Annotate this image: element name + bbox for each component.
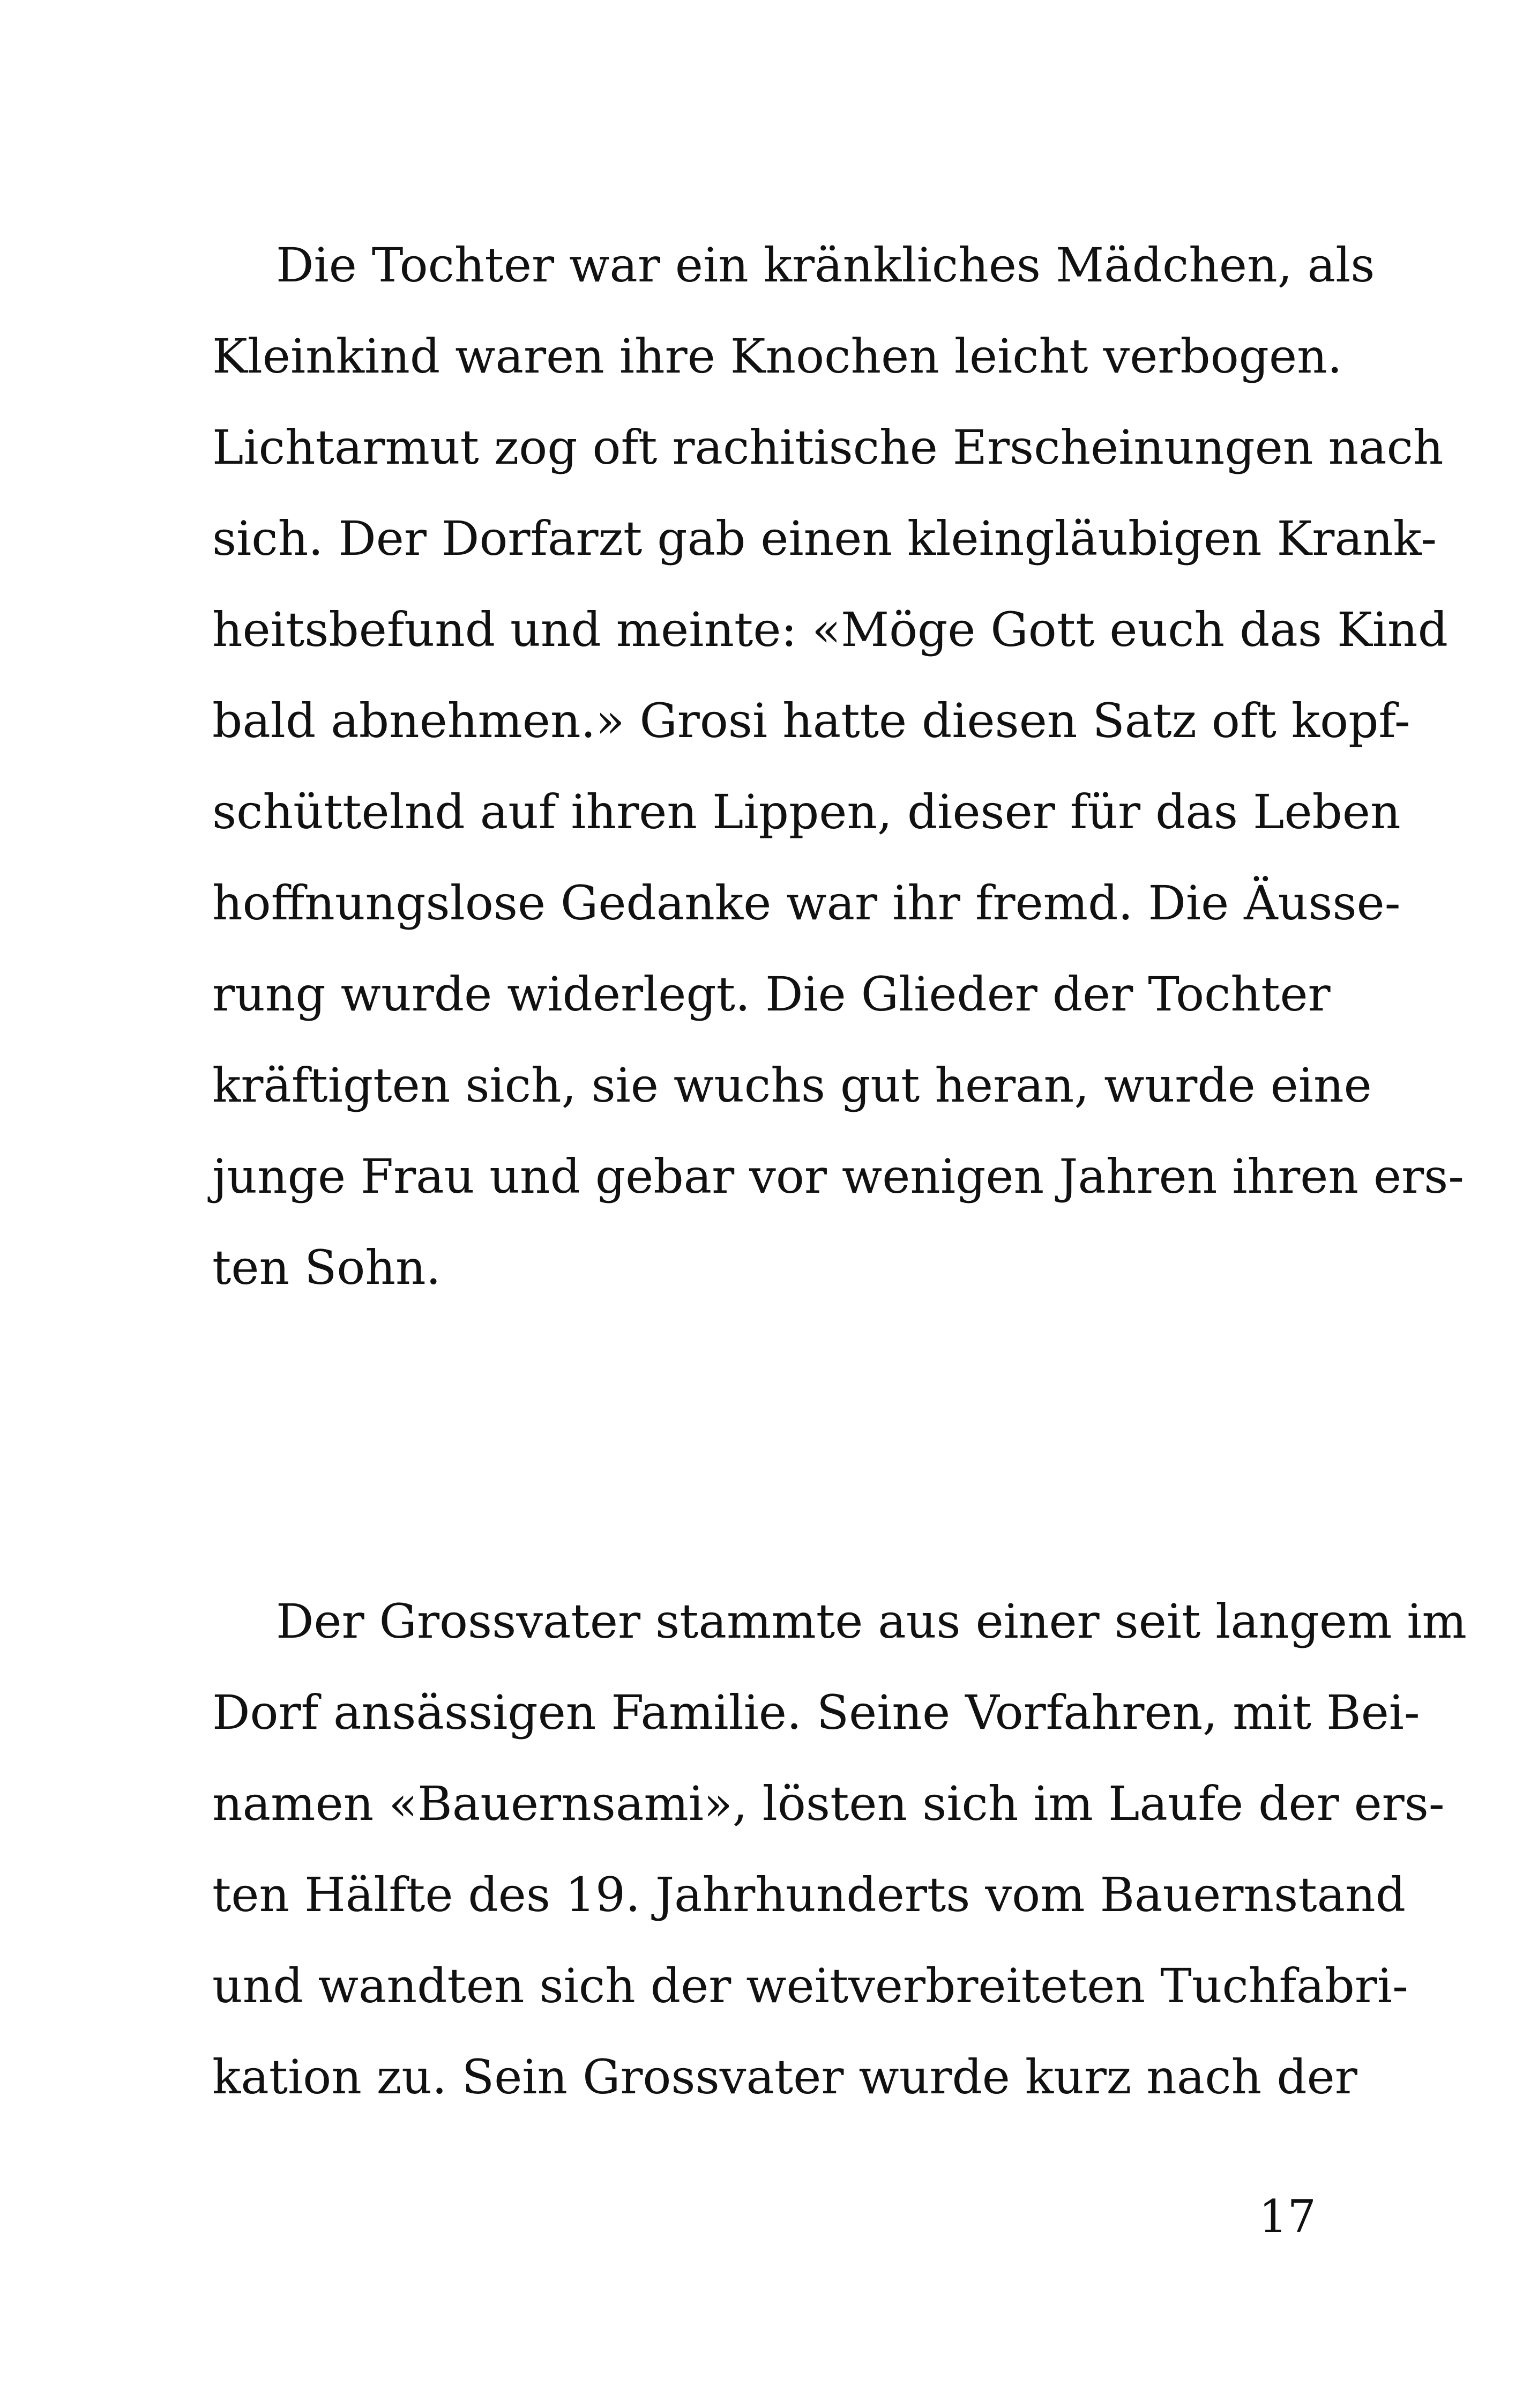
text-line: kräftigten sich, sie wuchs gut heran, wurde eine bbox=[212, 1058, 1372, 1113]
text-line: heitsbefund und meinte: «Möge Gott euch das Kind bbox=[212, 602, 1448, 657]
text-line: schüttelnd auf ihren Lippen, dieser für das Leben bbox=[212, 784, 1401, 839]
text-line: kation zu. Sein Grossvater wurde kurz nach der bbox=[212, 2049, 1357, 2105]
text-line: junge Frau und gebar vor wenigen Jahren ihren ers- bbox=[212, 1149, 1465, 1204]
page-number: 17 bbox=[1259, 2190, 1316, 2243]
text-line: bald abnehmen.» Grosi hatte diesen Satz oft kopf- bbox=[212, 693, 1410, 748]
text-line: Kleinkind waren ihre Knochen leicht verbogen. bbox=[212, 329, 1342, 384]
text-line: Dorf ansässigen Familie. Seine Vorfahren, mit Bei- bbox=[212, 1685, 1420, 1740]
text-line: hoffnungslose Gedanke war ihr fremd. Die Äusse- bbox=[212, 875, 1401, 931]
text-line: sich. Der Dorfarzt gab einen kleingläubigen Krank- bbox=[212, 511, 1437, 566]
text-line: ten Hälfte des 19. Jahrhunderts vom Bauernstand bbox=[212, 1867, 1406, 1922]
text-line: ten Sohn. bbox=[212, 1240, 441, 1295]
text-line: Der Grossvater stammte aus einer seit langem im bbox=[276, 1594, 1467, 1649]
text-line: Lichtarmut zog oft rachitische Erscheinungen nach bbox=[212, 420, 1444, 475]
text-line: und wandten sich der weitverbreiteten Tuchfabri- bbox=[212, 1958, 1408, 2013]
text-line: rung wurde widerlegt. Die Glieder der Tochter bbox=[212, 967, 1331, 1022]
text-line: Die Tochter war ein kränkliches Mädchen, als bbox=[276, 237, 1375, 293]
text-line: namen «Bauernsami», lösten sich im Laufe der ers- bbox=[212, 1776, 1445, 1831]
